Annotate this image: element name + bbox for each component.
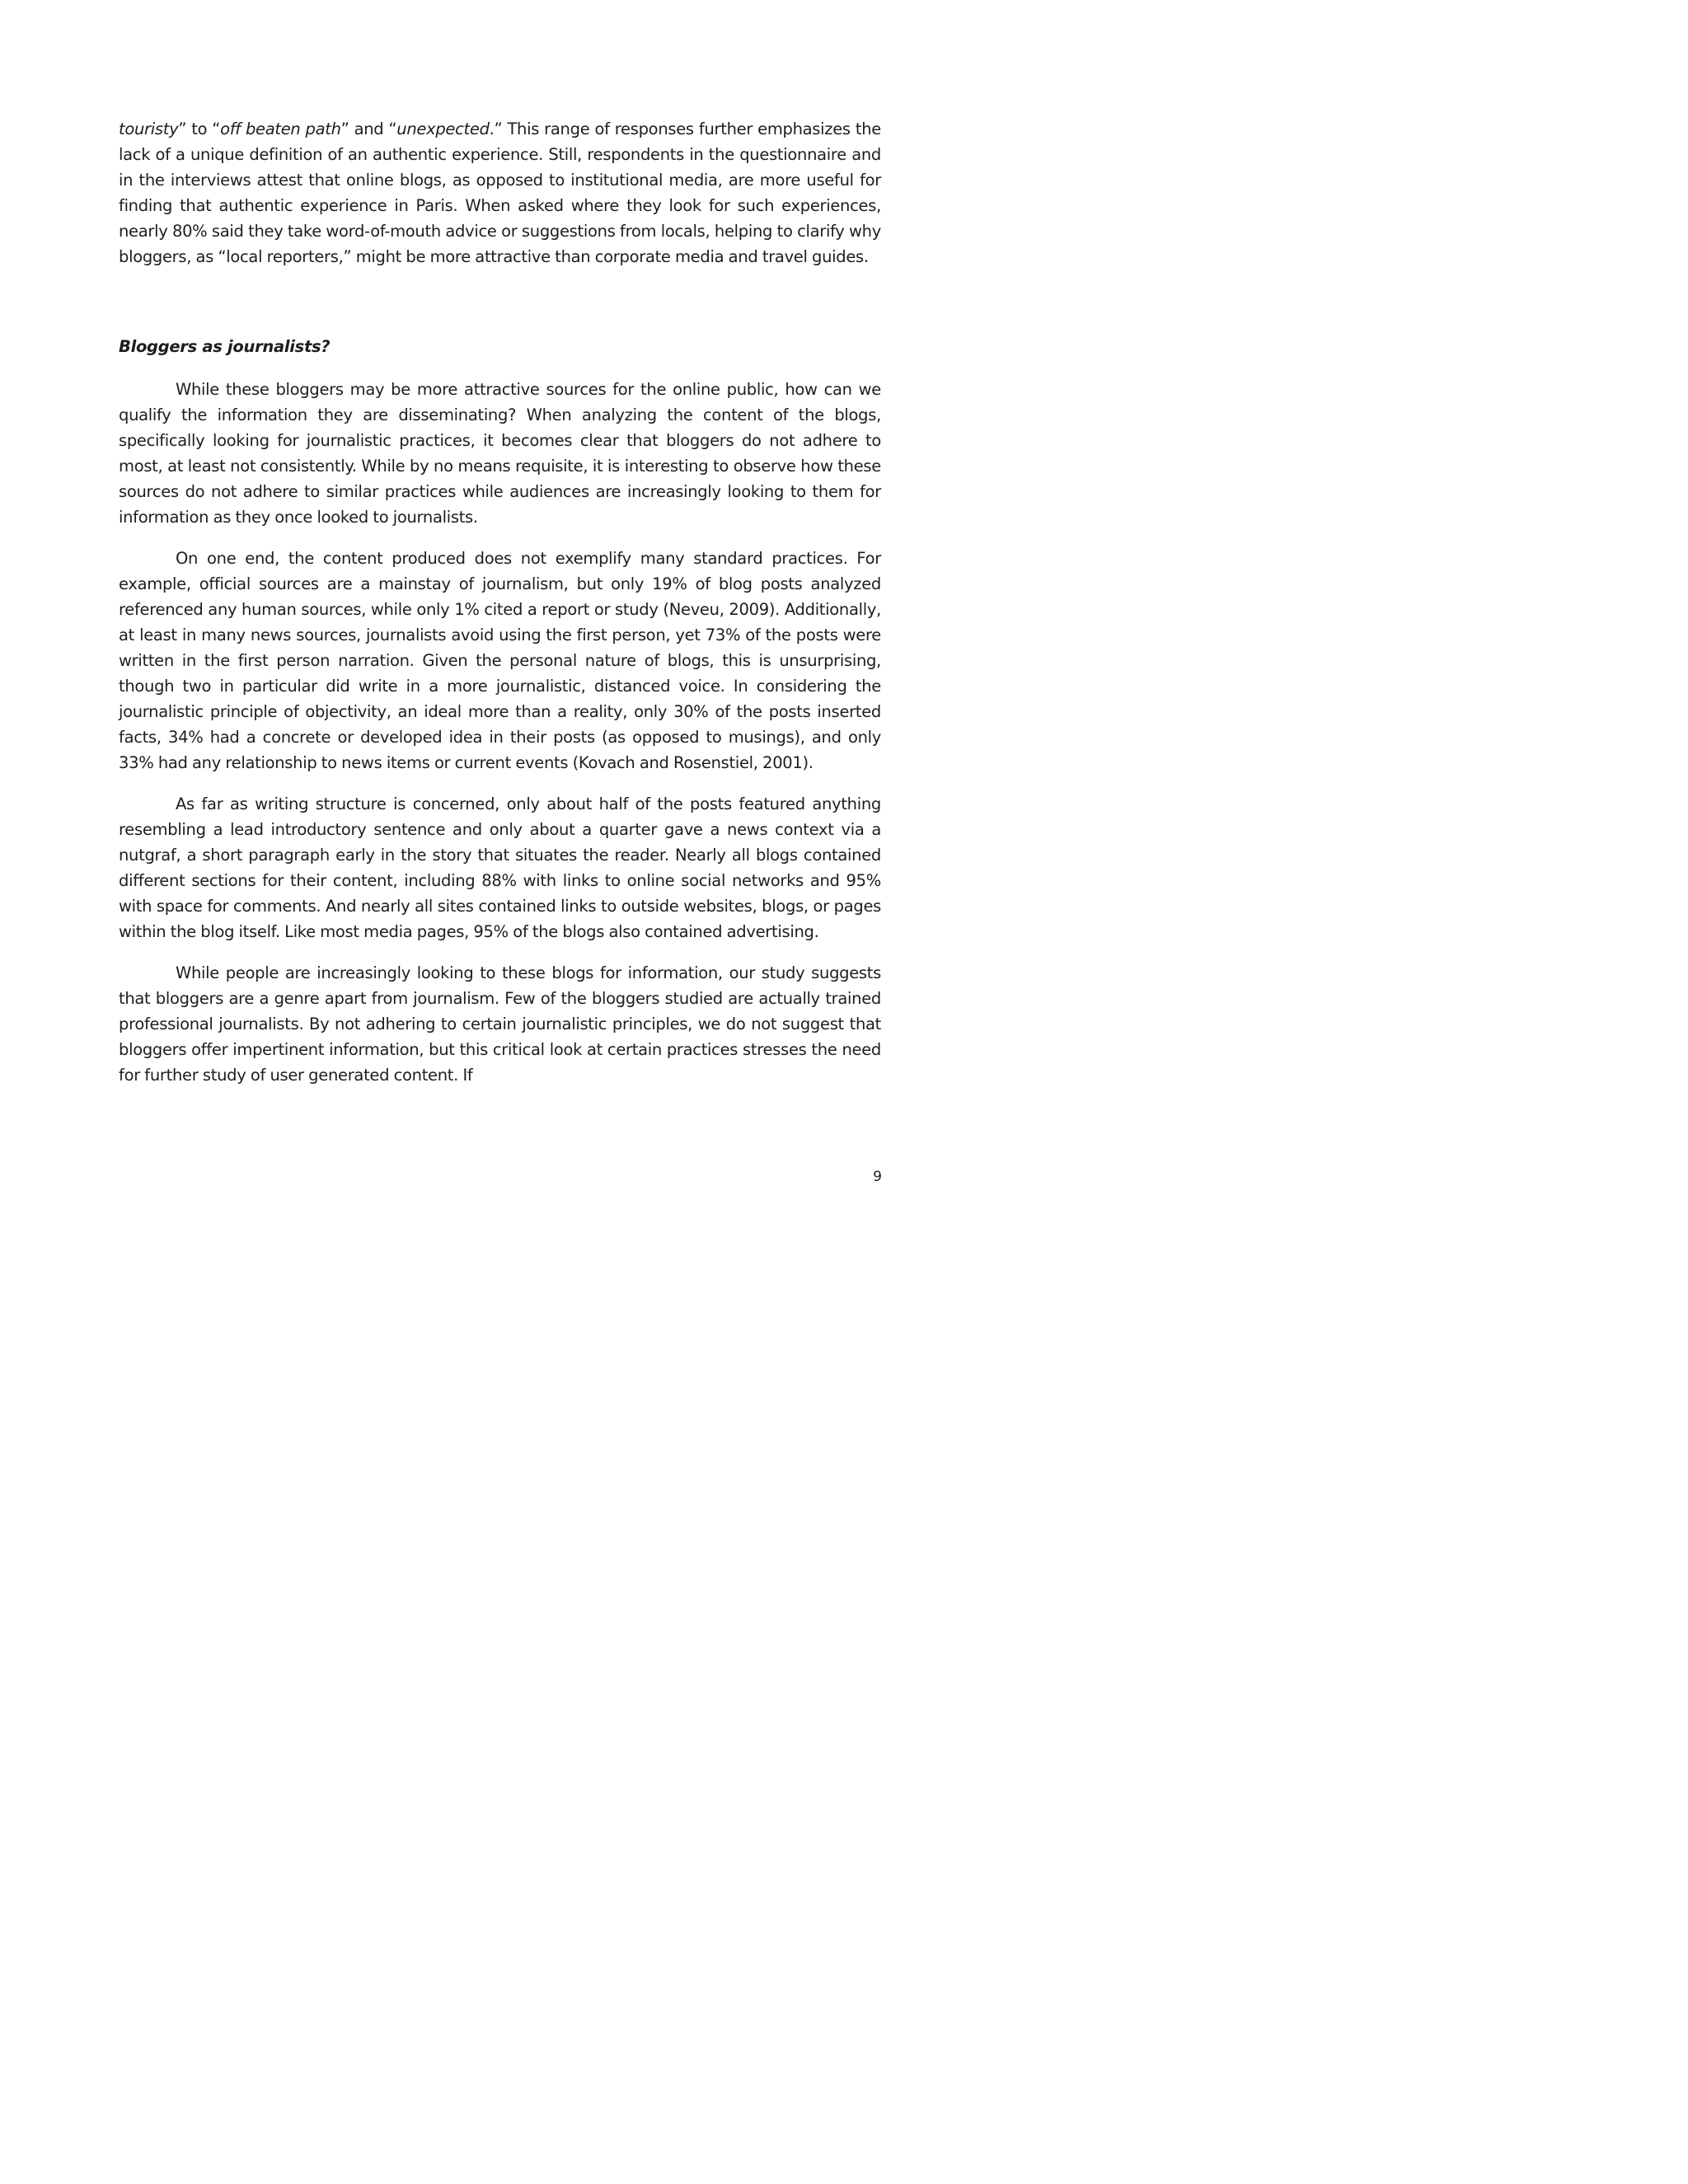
intro-italic-touristy: touristy [119, 120, 179, 138]
intro-text-3: .” This range of responses further emphasizes the lack of a unique definition of an authentic experience. Still, respondents in the questionnaire and in the interviews attest that online blogs, as opposed to institutional media, are more useful for finding that authentic experience in Paris. When asked where they look for such experiences, nearly 80% said they take word-of-mouth advice or suggestions from locals, helping to clarify why bloggers, as “local reporters,” might be more attractive than corporate media and travel guides. [119, 120, 881, 266]
intro-italic-unexpected: unexpected [396, 120, 490, 138]
body-paragraph-3: As far as writing structure is concerned, only about half of the posts featured anything resembling a lead introductory sentence and only about a quarter gave a news context via a nutgraf, a short paragraph early in the story that situates the reader. Nearly all blogs contained different sections for their content, including 88% with links to online social networks and 95% with space for comments. And nearly all sites contained links to outside websites, blogs, or pages within the blog itself. Like most media pages, 95% of the blogs also contained advertising. [119, 794, 881, 941]
intro-italic-off-beaten-path: off beaten path [220, 120, 341, 138]
section-heading: Bloggers as journalists? [119, 337, 331, 356]
intro-paragraph [119, 116, 881, 269]
body-paragraph-2: On one end, the content produced does not exemplify many standard practices. For example, official sources are a mainstay of journalism, but only 19% of blog posts analyzed referenced any human sources, while only 1% cited a report or study (Neveu, 2009). Additionally, at least in many news sources, journalists avoid using the first person, yet 73% of the posts were written in the first person narration. Given the personal nature of blogs, this is unsurprising, though two in particular did write in a more journalistic, distanced voice. In considering the journalistic principle of objectivity, an ideal more than a reality, only 30% of the posts inserted facts, 34% had a concrete or developed idea in their posts (as opposed to musings), and only 33% had any relationship to news items or current events (Kovach and Rosenstiel, 2001). [119, 549, 881, 772]
body-paragraph-1: While these bloggers may be more attractive sources for the online public, how can we qualify the information they are disseminating? When analyzing the content of the blogs, specifically looking for journalistic practices, it becomes clear that bloggers do not adhere to most, at least not consistently. While by no means requisite, it is interesting to observe how these sources do not adhere to similar practices while audiences are increasingly looking to them for information as they once looked to journalists. [119, 380, 881, 527]
intro-text-1: ” to “ [178, 120, 221, 138]
body-paragraph-4: While people are increasingly looking to these blogs for information, our study suggests that bloggers are a genre apart from journalism. Few of the bloggers studied are actually trained professional journalists. By not adhering to certain journalistic principles, we do not suggest that bloggers offer impertinent information, but this critical look at certain practices stresses the need for further study of user generated content. If [119, 963, 881, 1085]
page-content [119, 116, 881, 1104]
intro-text-2: ” and “ [340, 120, 397, 138]
page-number: 9 [873, 1169, 882, 1185]
